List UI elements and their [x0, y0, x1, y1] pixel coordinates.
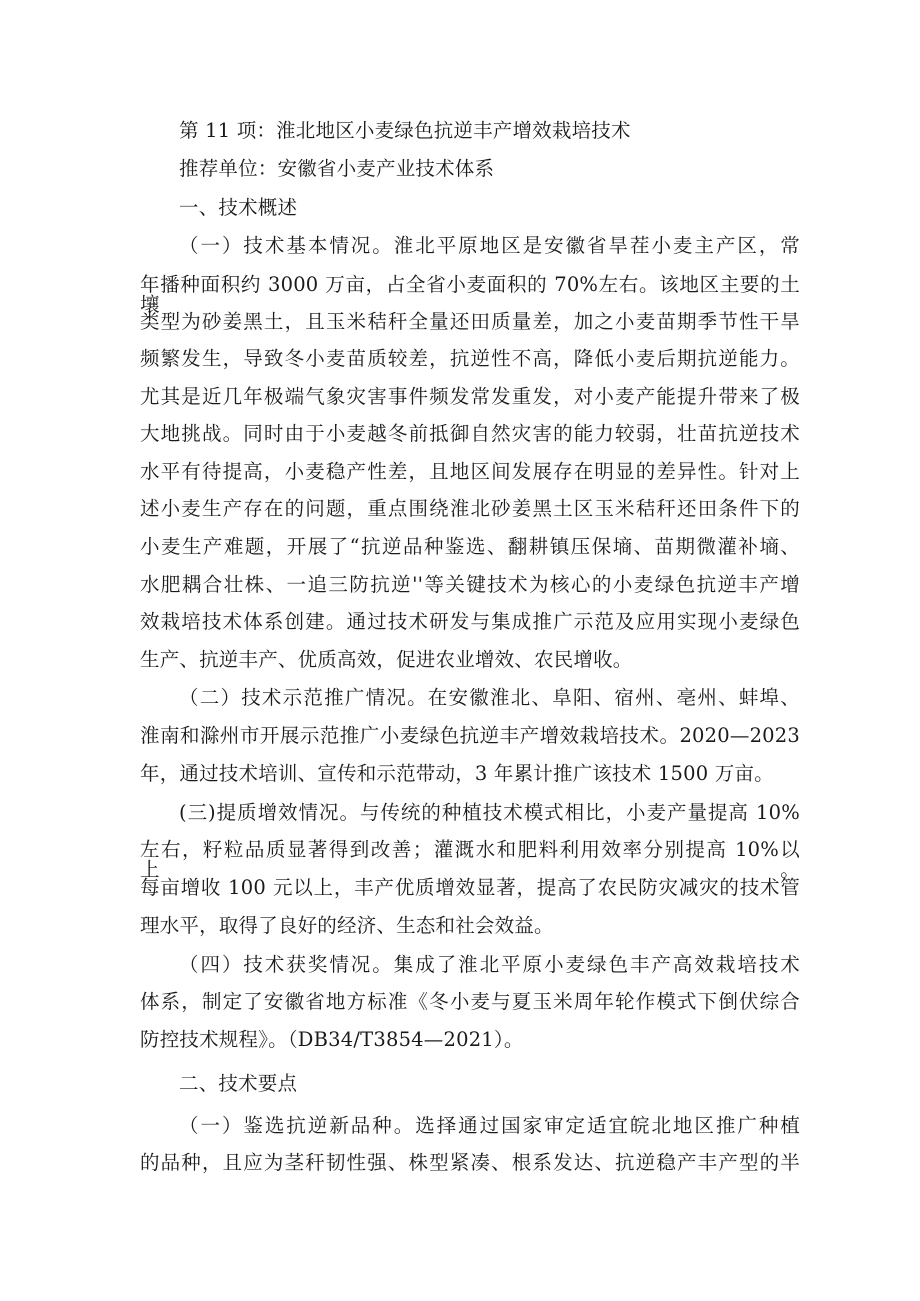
paragraph-line: 大地挑战。同时由于小麦越冬前抵御自然灾害的能力较弱，壮苗抗逆技术: [140, 422, 800, 445]
paragraph-line: 理水平，取得了良好的经济、生态和社会效益。: [140, 914, 554, 937]
paragraph-line: 效栽培技术体系创建。通过技术研发与集成推广示范及应用实现小麦绿色: [140, 610, 800, 633]
paragraph-line: （一）鉴选抗逆新品种。选择通过国家审定适宜皖北地区推广种植: [179, 1114, 800, 1137]
paragraph-line: 淮南和滁州市开展示范推广小麦绿色抗逆丰产增效栽培技术。2020—2023: [140, 724, 800, 747]
paragraph-line: 生产、抗逆丰产、优质高效，促进农业增效、农民增收。: [140, 648, 633, 671]
paragraph-line: （二）技术示范推广情况。在安徽淮北、阜阳、宿州、亳州、蚌埠、: [179, 686, 800, 709]
document-title: 第 11 项：淮北地区小麦绿色抗逆丰产增效栽培技术: [179, 119, 631, 142]
paragraph-line: 类型为砂姜黑土，且玉米秸秆全量还田质量差，加之小麦苗期季节性干旱: [140, 310, 800, 333]
paragraph-line: 述小麦生产存在的问题，重点围绕淮北砂姜黑土区玉米秸秆还田条件下的: [140, 497, 800, 520]
paragraph-line: 水平有待提高，小麦稳产性差，且地区间发展存在明显的差异性。针对上: [140, 460, 800, 483]
paragraph-line: 体系，制定了安徽省地方标准《冬小麦与夏玉米周年轮作模式下倒伏综合: [140, 990, 800, 1013]
paragraph-line: 水肥耦合壮株、一追三防抗逆''等关键技术为核心的小麦绿色抗逆丰产增: [140, 573, 800, 596]
paragraph-line: 左右，籽粒品质显著得到改善；灌溉水和肥料利用效率分别提高 10%以上。: [140, 838, 800, 881]
paragraph-line: (三)提质增效情况。与传统的种植技术模式相比，小麦产量提高 10%: [179, 801, 800, 824]
paragraph-line: （一）技术基本情况。淮北平原地区是安徽省旱茬小麦主产区，常: [179, 234, 800, 257]
section-heading-overview: 一、技术概述: [179, 196, 298, 219]
paragraph-line: 小麦生产难题，开展了“抗逆品种鉴选、翻耕镇压保墒、苗期微灌补墒、: [140, 535, 800, 558]
paragraph-line: 每亩增收 100 元以上，丰产优质增效显著，提高了农民防灾减灾的技术管: [140, 876, 800, 899]
section-heading-key-points: 二、技术要点: [179, 1072, 298, 1095]
paragraph-line: 的品种，且应为茎秆韧性强、株型紧凑、根系发达、抗逆稳产丰产型的半: [140, 1151, 800, 1174]
paragraph-line: 防控技术规程》。（DB34/T3854—2021）。: [140, 1028, 524, 1051]
paragraph-line: 尤其是近几年极端气象灾害事件频发常发重发，对小麦产能提升带来了极: [140, 385, 800, 408]
recommender-line: 推荐单位：安徽省小麦产业技术体系: [179, 157, 495, 180]
paragraph-line: （四）技术获奖情况。集成了淮北平原小麦绿色丰产高效栽培技术: [179, 953, 800, 976]
paragraph-line: 频繁发生，导致冬小麦苗质较差，抗逆性不高，降低小麦后期抗逆能力。: [140, 347, 800, 370]
paragraph-line: 年，通过技术培训、宣传和示范带动，3 年累计推广该技术 1500 万亩。: [140, 762, 774, 785]
paragraph-line: 年播种面积约 3000 万亩，占全省小麦面积的 70%左右。该地区主要的土壤: [140, 273, 800, 316]
